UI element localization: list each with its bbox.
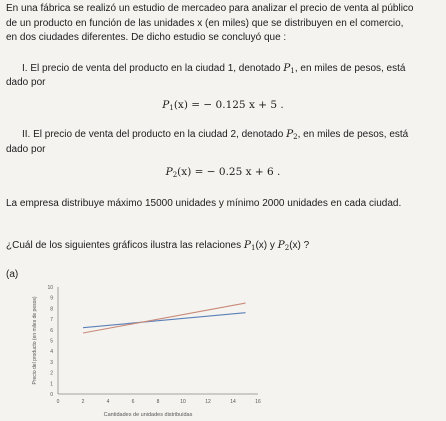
y-tick-label: 0 bbox=[50, 392, 53, 398]
y-tick-label: 7 bbox=[50, 317, 53, 324]
y-tick-label: 8 bbox=[50, 306, 53, 313]
question-text: ¿Cuál de los siguientes gráficos ilustra las relaciones $P_1(x)$ y $P_2(x)$ ? bbox=[6, 239, 310, 252]
y-axis-label: Precio del producto (en miles de pesos) bbox=[32, 296, 38, 385]
x-tick-label: 16 bbox=[255, 399, 261, 405]
item2-line-2: dado por bbox=[6, 144, 46, 155]
x-tick-label: 10 bbox=[180, 399, 186, 405]
intro-line-3: en dos ciudades diferentes. De dicho estudio se concluyó que : bbox=[6, 32, 287, 43]
option-a-chart bbox=[0, 278, 300, 421]
y-tick-label: 10 bbox=[47, 285, 53, 291]
x-tick-label: 4 bbox=[106, 399, 110, 405]
x-tick-label: 6 bbox=[131, 399, 135, 405]
item2-line-1: II. El precio de venta del producto en la ciudad 2, denotado $P_2$, en miles de pesos, está bbox=[22, 128, 409, 141]
item1-formula: $P_1(x)$ = − 0.125 x + 5 . bbox=[162, 99, 284, 112]
item1-line-2: dado por bbox=[6, 77, 46, 88]
series-line-1 bbox=[83, 313, 246, 328]
intro-line-2: de un producto en función de las unidades x (en miles) que se distribuyen en el comercio, bbox=[6, 18, 404, 29]
constraint-text: La empresa distribuye máximo 15000 unidades y mínimo 2000 unidades en cada ciudad. bbox=[6, 198, 402, 209]
item1-line-1: I. El precio de venta del producto en la ciudad 1, denotado $P_1$, en miles de pesos, está bbox=[22, 62, 406, 75]
x-tick-label: 2 bbox=[81, 399, 85, 405]
x-tick-label: 12 bbox=[205, 399, 211, 405]
x-tick-label: 14 bbox=[230, 399, 236, 405]
y-tick-label: 5 bbox=[50, 338, 53, 345]
x-tick-label: 8 bbox=[156, 399, 160, 405]
item2-formula: $P_2(x)$ = − 0.25 x + 6 . bbox=[165, 166, 281, 179]
intro-line-1: En una fábrica se realizó un estudio de mercadeo para analizar el precio de venta al público bbox=[6, 3, 414, 14]
option-a-label: (a) bbox=[6, 269, 19, 280]
y-tick-label: 2 bbox=[50, 370, 53, 377]
y-tick-label: 1 bbox=[50, 381, 53, 388]
y-tick-label: 3 bbox=[50, 359, 53, 366]
y-tick-label: 6 bbox=[50, 327, 53, 334]
x-axis-label: Cantidades de unidades distribuidas bbox=[103, 412, 193, 418]
y-tick-label: 9 bbox=[50, 295, 53, 302]
series-line-2 bbox=[83, 303, 246, 333]
y-tick-label: 4 bbox=[50, 349, 53, 356]
x-tick-label: 0 bbox=[56, 399, 60, 405]
